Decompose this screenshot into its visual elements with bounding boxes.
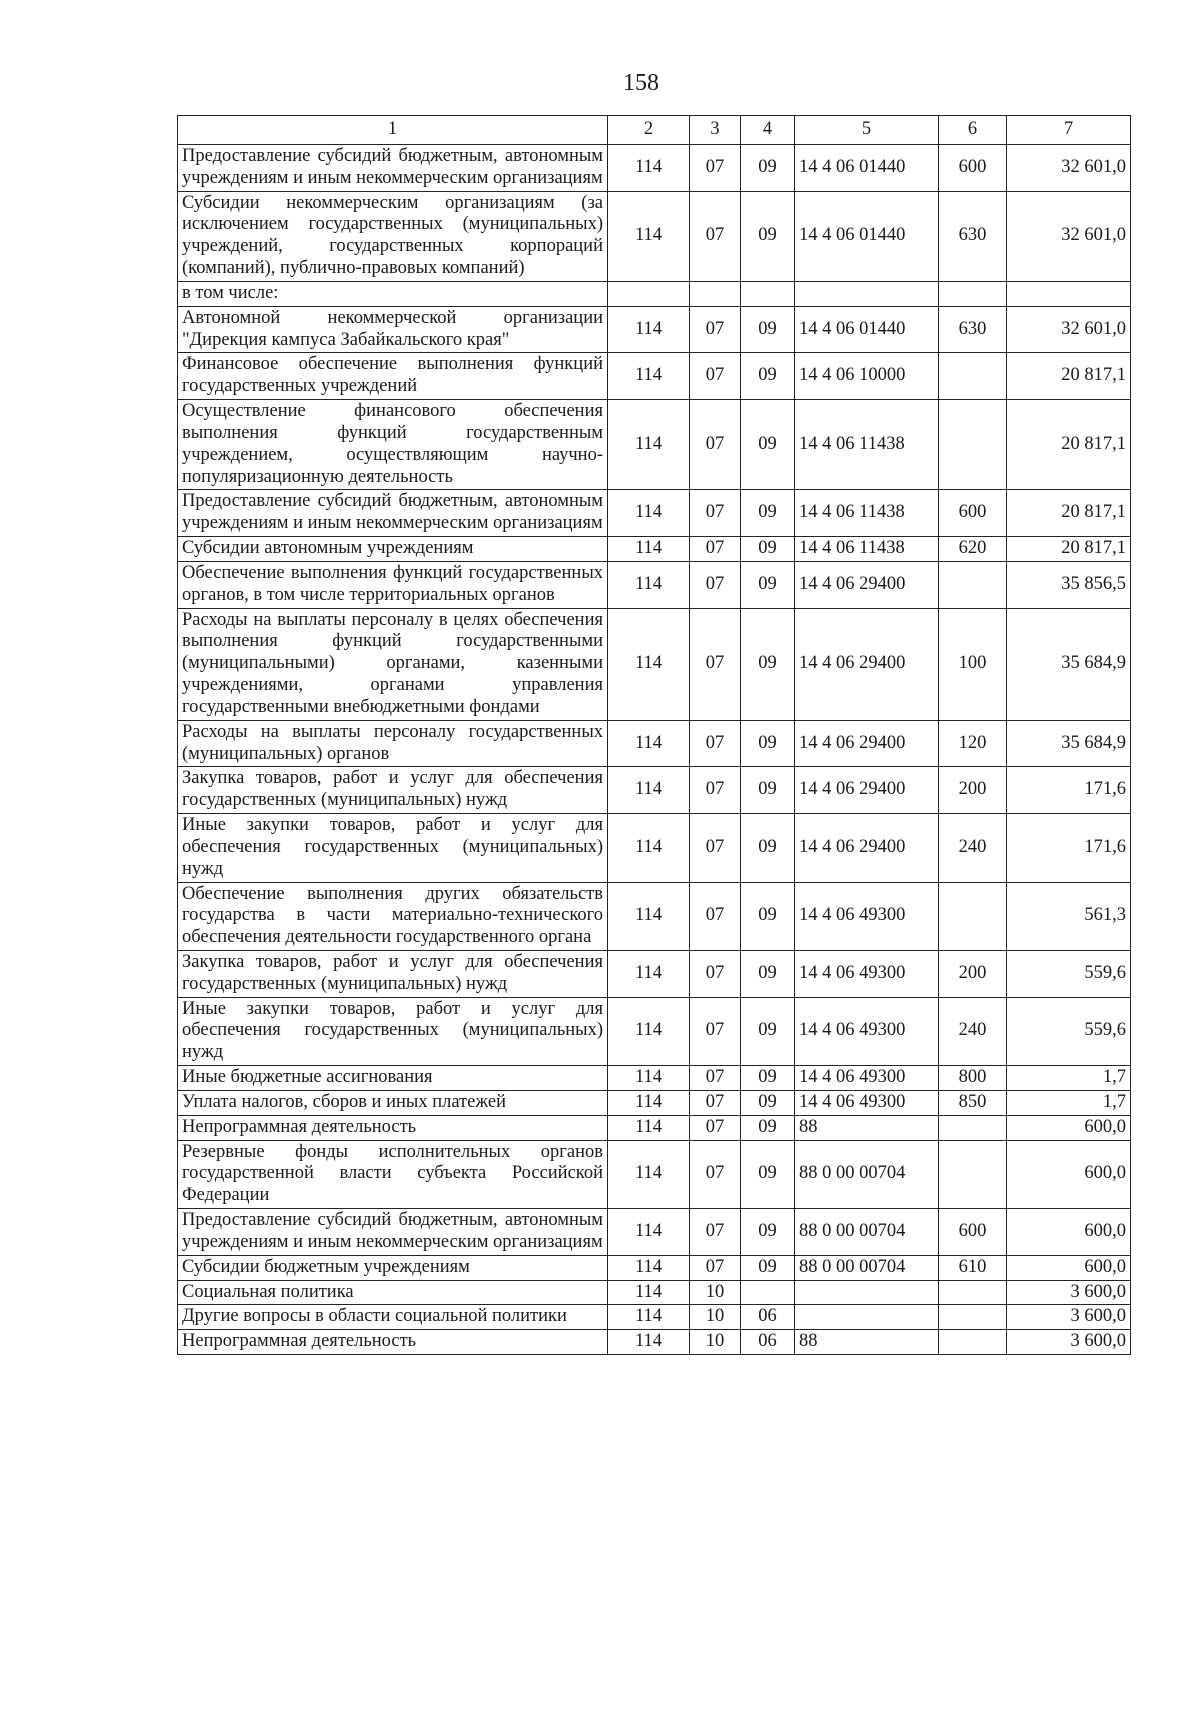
- row-name-cell: Непрограммная деятельность: [178, 1115, 608, 1140]
- column-header: 4: [741, 116, 795, 145]
- row-expense-type-cell: [939, 1280, 1007, 1305]
- row-target-code-cell: 88: [795, 1115, 939, 1140]
- table-row: [178, 1255, 1131, 1280]
- row-expense-type-cell: 600: [939, 145, 1007, 192]
- row-subsection-cell: 09: [741, 490, 795, 537]
- row-section-cell: 07: [690, 767, 741, 814]
- row-amount-cell: 1,7: [1007, 1090, 1131, 1115]
- page-number: 158: [623, 70, 659, 96]
- row-expense-type-cell: 850: [939, 1090, 1007, 1115]
- row-subsection-cell: 09: [741, 997, 795, 1065]
- column-header: 7: [1007, 116, 1131, 145]
- table-row: [178, 1066, 1131, 1091]
- table-row: [178, 1115, 1131, 1140]
- row-amount-cell: 600,0: [1007, 1140, 1131, 1208]
- row-name-cell: Резервные фонды исполнительных органов государственной власти субъекта Российской Федерации: [178, 1140, 608, 1208]
- row-section-cell: 10: [690, 1305, 741, 1330]
- row-amount-cell: 3 600,0: [1007, 1280, 1131, 1305]
- row-name-cell: Иные бюджетные ассигнования: [178, 1066, 608, 1091]
- row-subsection-cell: 06: [741, 1305, 795, 1330]
- table-row: [178, 1209, 1131, 1256]
- row-subsection-cell: 09: [741, 1090, 795, 1115]
- row-amount-cell: 35 684,9: [1007, 720, 1131, 767]
- header-row: [178, 116, 1131, 145]
- row-amount-cell: 561,3: [1007, 882, 1131, 950]
- row-amount-cell: 600,0: [1007, 1115, 1131, 1140]
- row-expense-type-cell: [939, 400, 1007, 490]
- row-name-cell: Расходы на выплаты персоналу в целях обеспечения выполнения функций государственными (муниципальными) органами, казенными учреждениями, органами управления государственными внебюджетными фондами: [178, 608, 608, 720]
- row-target-code-cell: [795, 1305, 939, 1330]
- row-target-code-cell: 14 4 06 10000: [795, 353, 939, 400]
- row-admin-code-cell: 114: [608, 1115, 690, 1140]
- row-target-code-cell: 14 4 06 01440: [795, 306, 939, 353]
- row-subsection-cell: 09: [741, 814, 795, 882]
- row-expense-type-cell: [939, 1330, 1007, 1355]
- row-target-code-cell: 14 4 06 49300: [795, 1090, 939, 1115]
- table-row: [178, 400, 1131, 490]
- row-section-cell: 07: [690, 1115, 741, 1140]
- row-subsection-cell: [741, 1280, 795, 1305]
- row-expense-type-cell: 630: [939, 306, 1007, 353]
- row-section-cell: 07: [690, 306, 741, 353]
- table-row: [178, 281, 1131, 306]
- row-target-code-cell: 14 4 06 11438: [795, 537, 939, 562]
- row-section-cell: 07: [690, 1209, 741, 1256]
- row-name-cell: Закупка товаров, работ и услуг для обеспечения государственных (муниципальных) нужд: [178, 950, 608, 997]
- row-name-cell: Субсидии бюджетным учреждениям: [178, 1255, 608, 1280]
- row-subsection-cell: 09: [741, 353, 795, 400]
- row-admin-code-cell: 114: [608, 306, 690, 353]
- row-section-cell: 07: [690, 814, 741, 882]
- row-admin-code-cell: 114: [608, 145, 690, 192]
- row-admin-code-cell: 114: [608, 1140, 690, 1208]
- row-admin-code-cell: 114: [608, 537, 690, 562]
- row-expense-type-cell: 610: [939, 1255, 1007, 1280]
- row-amount-cell: 1,7: [1007, 1066, 1131, 1091]
- table-row: [178, 353, 1131, 400]
- row-subsection-cell: 09: [741, 1255, 795, 1280]
- row-name-cell: Закупка товаров, работ и услуг для обеспечения государственных (муниципальных) нужд: [178, 767, 608, 814]
- column-header: 5: [795, 116, 939, 145]
- row-section-cell: 07: [690, 950, 741, 997]
- row-target-code-cell: 14 4 06 29400: [795, 608, 939, 720]
- row-section-cell: 10: [690, 1280, 741, 1305]
- row-section-cell: [690, 281, 741, 306]
- row-name-cell: в том числе:: [178, 281, 608, 306]
- row-expense-type-cell: 240: [939, 814, 1007, 882]
- row-expense-type-cell: 630: [939, 191, 1007, 281]
- row-target-code-cell: 14 4 06 49300: [795, 882, 939, 950]
- row-name-cell: Расходы на выплаты персоналу государственных (муниципальных) органов: [178, 720, 608, 767]
- row-section-cell: 07: [690, 1066, 741, 1091]
- table-body: [178, 145, 1131, 1355]
- row-section-cell: 07: [690, 608, 741, 720]
- table-row: [178, 1305, 1131, 1330]
- row-amount-cell: 600,0: [1007, 1255, 1131, 1280]
- row-expense-type-cell: [939, 1140, 1007, 1208]
- row-target-code-cell: 14 4 06 29400: [795, 720, 939, 767]
- row-subsection-cell: [741, 281, 795, 306]
- row-amount-cell: 32 601,0: [1007, 306, 1131, 353]
- row-expense-type-cell: 200: [939, 950, 1007, 997]
- row-admin-code-cell: 114: [608, 997, 690, 1065]
- row-expense-type-cell: 100: [939, 608, 1007, 720]
- row-amount-cell: 20 817,1: [1007, 353, 1131, 400]
- row-target-code-cell: 14 4 06 01440: [795, 191, 939, 281]
- table-row: [178, 720, 1131, 767]
- row-target-code-cell: 88: [795, 1330, 939, 1355]
- row-section-cell: 07: [690, 400, 741, 490]
- row-amount-cell: 3 600,0: [1007, 1330, 1131, 1355]
- row-name-cell: Автономной некоммерческой организации "Дирекция кампуса Забайкальского края": [178, 306, 608, 353]
- row-admin-code-cell: 114: [608, 191, 690, 281]
- row-admin-code-cell: 114: [608, 353, 690, 400]
- row-subsection-cell: 09: [741, 767, 795, 814]
- column-header: 3: [690, 116, 741, 145]
- row-subsection-cell: 09: [741, 1066, 795, 1091]
- row-admin-code-cell: 114: [608, 720, 690, 767]
- table-row: [178, 1140, 1131, 1208]
- row-target-code-cell: 88 0 00 00704: [795, 1209, 939, 1256]
- row-admin-code-cell: 114: [608, 1209, 690, 1256]
- row-target-code-cell: 14 4 06 49300: [795, 950, 939, 997]
- row-expense-type-cell: [939, 882, 1007, 950]
- row-amount-cell: 35 684,9: [1007, 608, 1131, 720]
- row-expense-type-cell: 600: [939, 1209, 1007, 1256]
- column-header: 6: [939, 116, 1007, 145]
- row-section-cell: 07: [690, 145, 741, 192]
- row-expense-type-cell: [939, 1115, 1007, 1140]
- row-target-code-cell: 14 4 06 11438: [795, 400, 939, 490]
- column-header: 2: [608, 116, 690, 145]
- row-admin-code-cell: 114: [608, 882, 690, 950]
- row-name-cell: Субсидии некоммерческим организациям (за исключением государственных (муниципальных) учреждений, государственных корпораций (компаний), публично-правовых компаний): [178, 191, 608, 281]
- row-expense-type-cell: [939, 561, 1007, 608]
- row-name-cell: Уплата налогов, сборов и иных платежей: [178, 1090, 608, 1115]
- row-amount-cell: 20 817,1: [1007, 490, 1131, 537]
- row-target-code-cell: 88 0 00 00704: [795, 1255, 939, 1280]
- row-target-code-cell: [795, 281, 939, 306]
- row-subsection-cell: 09: [741, 950, 795, 997]
- row-admin-code-cell: 114: [608, 1255, 690, 1280]
- row-admin-code-cell: 114: [608, 1066, 690, 1091]
- row-expense-type-cell: 620: [939, 537, 1007, 562]
- row-amount-cell: 20 817,1: [1007, 400, 1131, 490]
- table-row: [178, 145, 1131, 192]
- row-subsection-cell: 09: [741, 1140, 795, 1208]
- row-name-cell: Обеспечение выполнения функций государственных органов, в том числе территориальных органов: [178, 561, 608, 608]
- row-section-cell: 07: [690, 1140, 741, 1208]
- row-admin-code-cell: 114: [608, 490, 690, 537]
- row-amount-cell: 600,0: [1007, 1209, 1131, 1256]
- budget-table: [177, 115, 1131, 1355]
- row-amount-cell: [1007, 281, 1131, 306]
- row-name-cell: Непрограммная деятельность: [178, 1330, 608, 1355]
- row-target-code-cell: 88 0 00 00704: [795, 1140, 939, 1208]
- row-expense-type-cell: 200: [939, 767, 1007, 814]
- row-name-cell: Субсидии автономным учреждениям: [178, 537, 608, 562]
- row-name-cell: Предоставление субсидий бюджетным, автономным учреждениям и иным некоммерческим организациям: [178, 1209, 608, 1256]
- table-row: [178, 191, 1131, 281]
- row-admin-code-cell: 114: [608, 1330, 690, 1355]
- row-expense-type-cell: 120: [939, 720, 1007, 767]
- row-name-cell: Обеспечение выполнения других обязательств государства в части материально-технического обеспечения деятельности государственного органа: [178, 882, 608, 950]
- row-section-cell: 07: [690, 490, 741, 537]
- row-section-cell: 07: [690, 353, 741, 400]
- table-row: [178, 608, 1131, 720]
- table-row: [178, 1280, 1131, 1305]
- row-name-cell: Другие вопросы в области социальной политики: [178, 1305, 608, 1330]
- row-subsection-cell: 09: [741, 1115, 795, 1140]
- row-target-code-cell: 14 4 06 29400: [795, 561, 939, 608]
- table-row: [178, 767, 1131, 814]
- table-row: [178, 1090, 1131, 1115]
- row-admin-code-cell: 114: [608, 950, 690, 997]
- row-section-cell: 07: [690, 561, 741, 608]
- row-amount-cell: 32 601,0: [1007, 145, 1131, 192]
- row-expense-type-cell: 600: [939, 490, 1007, 537]
- row-subsection-cell: 06: [741, 1330, 795, 1355]
- row-target-code-cell: 14 4 06 29400: [795, 767, 939, 814]
- row-name-cell: Предоставление субсидий бюджетным, автономным учреждениям и иным некоммерческим организациям: [178, 145, 608, 192]
- row-subsection-cell: 09: [741, 561, 795, 608]
- row-expense-type-cell: [939, 281, 1007, 306]
- row-amount-cell: 20 817,1: [1007, 537, 1131, 562]
- row-subsection-cell: 09: [741, 400, 795, 490]
- row-admin-code-cell: 114: [608, 767, 690, 814]
- table-row: [178, 814, 1131, 882]
- row-admin-code-cell: 114: [608, 400, 690, 490]
- table-row: [178, 561, 1131, 608]
- row-target-code-cell: 14 4 06 29400: [795, 814, 939, 882]
- table-row: [178, 490, 1131, 537]
- row-expense-type-cell: 800: [939, 1066, 1007, 1091]
- table-row: [178, 1330, 1131, 1355]
- row-name-cell: Иные закупки товаров, работ и услуг для обеспечения государственных (муниципальных) нужд: [178, 997, 608, 1065]
- column-header: 1: [178, 116, 608, 145]
- table-row: [178, 537, 1131, 562]
- row-admin-code-cell: 114: [608, 814, 690, 882]
- table-row: [178, 882, 1131, 950]
- row-section-cell: 07: [690, 191, 741, 281]
- row-target-code-cell: 14 4 06 11438: [795, 490, 939, 537]
- row-target-code-cell: 14 4 06 49300: [795, 997, 939, 1065]
- row-expense-type-cell: 240: [939, 997, 1007, 1065]
- row-amount-cell: 35 856,5: [1007, 561, 1131, 608]
- row-section-cell: 07: [690, 720, 741, 767]
- row-name-cell: Предоставление субсидий бюджетным, автономным учреждениям и иным некоммерческим организациям: [178, 490, 608, 537]
- row-amount-cell: 171,6: [1007, 814, 1131, 882]
- row-amount-cell: 32 601,0: [1007, 191, 1131, 281]
- row-subsection-cell: 09: [741, 608, 795, 720]
- row-subsection-cell: 09: [741, 145, 795, 192]
- row-amount-cell: 559,6: [1007, 997, 1131, 1065]
- row-admin-code-cell: 114: [608, 561, 690, 608]
- row-admin-code-cell: 114: [608, 1280, 690, 1305]
- row-target-code-cell: 14 4 06 01440: [795, 145, 939, 192]
- row-name-cell: Осуществление финансового обеспечения выполнения функций государственным учреждением, осуществляющим научно-популяризационную деятельность: [178, 400, 608, 490]
- row-subsection-cell: 09: [741, 537, 795, 562]
- row-section-cell: 07: [690, 997, 741, 1065]
- row-expense-type-cell: [939, 1305, 1007, 1330]
- row-admin-code-cell: 114: [608, 1090, 690, 1115]
- row-amount-cell: 3 600,0: [1007, 1305, 1131, 1330]
- table-row: [178, 950, 1131, 997]
- row-subsection-cell: 09: [741, 191, 795, 281]
- row-section-cell: 10: [690, 1330, 741, 1355]
- row-amount-cell: 559,6: [1007, 950, 1131, 997]
- row-name-cell: Иные закупки товаров, работ и услуг для обеспечения государственных (муниципальных) нужд: [178, 814, 608, 882]
- row-section-cell: 07: [690, 1090, 741, 1115]
- row-target-code-cell: [795, 1280, 939, 1305]
- row-subsection-cell: 09: [741, 1209, 795, 1256]
- row-amount-cell: 171,6: [1007, 767, 1131, 814]
- row-admin-code-cell: 114: [608, 1305, 690, 1330]
- row-subsection-cell: 09: [741, 882, 795, 950]
- row-name-cell: Социальная политика: [178, 1280, 608, 1305]
- row-name-cell: Финансовое обеспечение выполнения функций государственных учреждений: [178, 353, 608, 400]
- row-section-cell: 07: [690, 1255, 741, 1280]
- row-subsection-cell: 09: [741, 720, 795, 767]
- row-section-cell: 07: [690, 882, 741, 950]
- row-admin-code-cell: 114: [608, 608, 690, 720]
- row-admin-code-cell: [608, 281, 690, 306]
- table-row: [178, 997, 1131, 1065]
- row-subsection-cell: 09: [741, 306, 795, 353]
- row-expense-type-cell: [939, 353, 1007, 400]
- table-row: [178, 306, 1131, 353]
- row-section-cell: 07: [690, 537, 741, 562]
- row-target-code-cell: 14 4 06 49300: [795, 1066, 939, 1091]
